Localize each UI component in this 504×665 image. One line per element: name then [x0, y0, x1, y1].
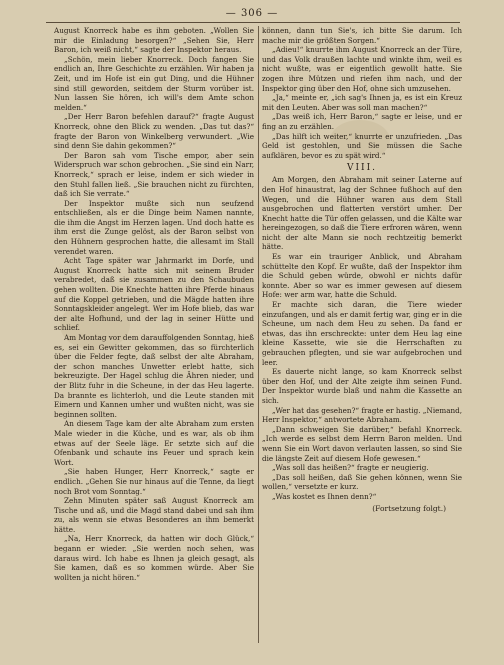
page-number: — 306 — [225, 8, 279, 19]
paragraph: „Das soll heißen, daß Sie gehen können, wenn Sie wollen,“ versetzte er kurz. [262, 472, 462, 492]
paragraph: können, dann tun Sie's, ich bitte Sie darum. Ich mache mir die größten Sorgen.“ [262, 26, 462, 45]
continuation-note: (Fortsetzung folgt.) [372, 503, 446, 513]
paragraph: Der Inspektor mußte sich nun seufzend entschließen, als er die Dinge beim Namen nannte, die ihm die Angst im Herzen lagen. Und doch hatte es ihm erst die Zunge gelöst, als der Baron selbst von den Hühnern gesprochen hatte, die allesamt im Stall verendet waren. [54, 198, 254, 256]
paragraph: Am Montag vor dem darauffolgenden Sonntag, hieß es, sei ein Gewitter gekommen, das so fürchterlich über die Felder fegte, daß selbst der alte Abraham, der schon manches Unwetter erlebt hatte, sich bekreuzigte. Der Hagel schlug die Ähren nieder, und der Blitz fuhr in die Scheune, in der das Heu lagerte. Da brannte es lichterloh, und die Leute standen mit Eimern und Kannen umher und wußten nicht, was sie beginnen sollten. [54, 333, 254, 419]
paragraph: „Schön, mein lieber Knorreck. Doch fangen Sie endlich an, Ihre Geschichte zu erzählen. Wir haben ja Zeit, und im Hofe ist ein gut Ding, und die Hühner sind still geworden, seitdem der Sturm vorüber ist. Nun lassen Sie hören, ich will's dem Amte schon melden.“ [54, 54, 254, 112]
paragraph: „Dann schweigen Sie darüber,“ befahl Knorreck. „Ich werde es selbst dem Herrn Baron melden. Und wenn Sie ein Wort davon verlauten lassen, so sind Sie die längste Zeit auf diesem Hofe gewesen.“ [262, 424, 462, 463]
paragraph: „Ja,“ meinte er, „ich sag's Ihnen ja, es ist ein Kreuz mit den Leuten. Aber was soll man machen?“ [262, 93, 462, 112]
chapter-heading: VIII. [346, 163, 378, 174]
paragraph: „Das hilft ich weiter,“ knurrte er unzufrieden. „Das Geld ist gestohlen, und Sie müssen die Sache aufklären, bevor es zu spät wird.“ [262, 131, 462, 160]
paragraph: Am Morgen, den Abraham mit seiner Laterne auf den Hof hinaustrat, lag der Schnee fußhoch auf den Wegen, und die Hühner waren aus dem Stall ausgebrochen und flatterten verstört umher. Der Knecht hatte die Tür offen gelassen, und die Kälte war hereingezogen, so daß die Tiere erfroren wären, wenn nicht der alte Mann sie noch rechtzeitig bemerkt hätte. [262, 175, 462, 252]
paragraph: Acht Tage später war Jahrmarkt im Dorfe, und August Knorreck hatte sich mit seinem Bruder verabredet, daß sie zusammen zu den Schaubuden gehen wollten. Die Knechte hatten ihre Pferde hinaus auf die Koppel getrieben, und die Mägde hatten ihre Sonntagskleider angelegt. Wer im Hofe blieb, das war der alte Hofhund, und der lag in seiner Hütte und schlief. [54, 256, 254, 333]
column-divider [258, 26, 259, 643]
paragraph: „Adieu!“ knurrte ihm August Knorreck an der Türe, und das Volk draußen lachte und winkte ihm, weil es nicht wußte, was er eigentlich gewollt hatte. Sie zogen ihre Mützen und riefen ihm nach, und der Inspektor ging über den Hof, ohne sich umzusehen. [262, 45, 462, 93]
paragraph: „Na, Herr Knorreck, da hatten wir doch Glück,“ begann er wieder. „Sie werden noch sehen, was daraus wird. Ich habe es Ihnen ja gleich gesagt, als Sie kamen, daß es so kommen würde. Aber Sie wollten ja nicht hören.“ [54, 534, 254, 582]
paragraph: „Was kostet es Ihnen denn?“ [272, 491, 377, 501]
paragraph: Der Baron sah vom Tische empor, aber sein Widerspruch war schon gebrochen. „Sie sind ein Narr, Knorreck,“ sprach er leise, indem er sich wieder in den Stuhl fallen ließ. „Sie brauchen nicht zu fürchten, daß ich Sie verrate.“ [54, 150, 254, 199]
left-column [54, 26, 254, 645]
paragraph: Es dauerte nicht lange, so kam Knorreck selbst über den Hof, und der Alte zeigte ihm seinen Fund. Der Inspektor wurde blaß und nahm die Kassette an sich. [262, 367, 462, 405]
paragraph: Zehn Minuten später saß August Knorreck am Tische und aß, und die Magd stand dabei und sah ihm zu, als wenn sie etwas Besonderes an ihm bemerkt hätte. [54, 496, 254, 534]
paragraph: Es war ein trauriger Anblick, und Abraham schüttelte den Kopf. Er wußte, daß der Inspektor ihm die Schuld geben würde, obwohl er nichts dafür konnte. Aber so war es immer gewesen auf diesem Hofe: wer arm war, hatte die Schuld. [262, 252, 462, 300]
paragraph: August Knorreck habe es ihm geboten. „Wollen Sie mir die Einladung besorgen?“ „Sehen Sie, Herr Baron, ich weiß nicht,“ sagte der Inspektor heraus. [54, 26, 254, 55]
paragraph: „Das weiß ich, Herr Baron,“ sagte er leise, und er fing an zu erzählen. [262, 112, 462, 131]
paragraph: Er machte sich daran, die Tiere wieder einzufangen, und als er damit fertig war, ging er in die Scheune, um nach dem Heu zu sehen. Da fand er etwas, das ihn erschreckte: unter dem Heu lag eine kleine Kassette, wie sie die Herrschaften zu gebrauchen pflegten, und sie war aufgebrochen und leer. [262, 300, 462, 367]
paragraph: „Was soll das heißen?“ fragte er neugierig. [272, 463, 429, 473]
header-rule [46, 22, 460, 23]
paragraph: An diesem Tage kam der alte Abraham zum ersten Male wieder in die Küche, und es war, als ob ihm etwas auf der Seele läge. Er setzte sich auf die Ofenbank und schaute ins Feuer und sprach kein Wort. [54, 419, 254, 467]
paragraph: „Sie haben Hunger, Herr Knorreck,“ sagte er endlich. „Gehen Sie nur hinaus auf die Tenne, da liegt noch Brot vom Sonntag.“ [54, 467, 254, 496]
right-column [262, 26, 462, 645]
paragraph: „Wer hat das gesehen?“ fragte er hastig. „Niemand, Herr Inspektor,“ antwortete Abraham. [262, 405, 462, 425]
paragraph: „Der Herr Baron befehlen darauf?“ fragte August Knorreck, ohne den Blick zu wenden. „Das tut das?“ fragte der Baron von Winkelberg verwundert. „Wie sind denn Sie dahin gekommen?“ [54, 112, 254, 151]
